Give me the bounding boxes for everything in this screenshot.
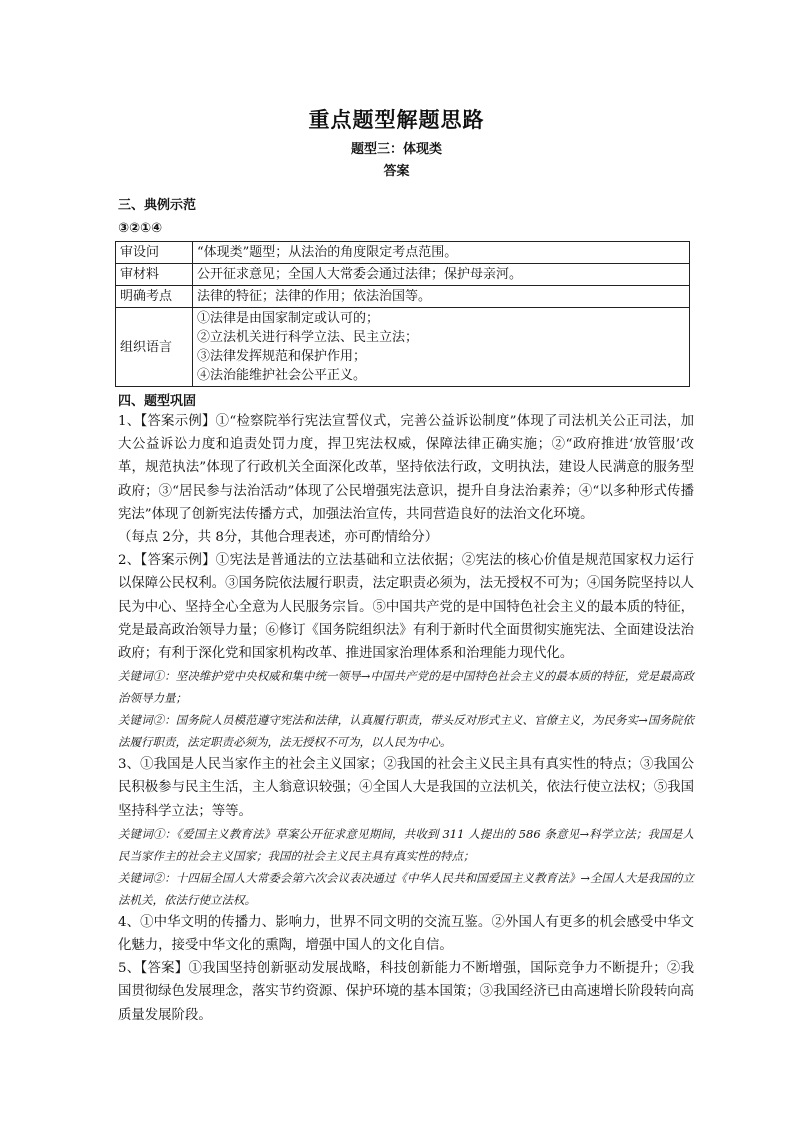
table-row (116, 308, 690, 387)
section-4-body (118, 410, 694, 1027)
keyword-note: 关键词②：国务院人员模范遵守宪法和法律，认真履行职责，带头反对形式主义、官僚主义，为民务实→国务院依法履行职责，法定职责必须为，法无授权不可为，以人民为中心。 (118, 713, 694, 750)
table-row (116, 286, 690, 308)
page-subtitle: 题型三：体现类 (350, 142, 442, 157)
table-key: 明确考点 (116, 286, 193, 308)
analysis-table (115, 241, 690, 387)
answer-1: 1、【答案示例】①“检察院举行宪法宣誓仪式，完善公益诉讼制度”体现了司法机关公正司法，加大公益诉讼力度和追责处罚力度，捍卫宪法权威，保障法律正确实施；②“政府推进‘放管服’改革，规范执法”体现了行政机关全面深化改革，坚持依法行政，文明执法，建设人民满意的服务型政府；③“居民参与法治活动”体现了公民增强宪法意识，提升自身法治素养；④“以多种形式传播宪法”体现了创新宪法传播方式，加强法治宣传，共同营造良好的法治文化环境。 (118, 414, 694, 522)
answer-3: 3、①我国是人民当家作主的社会主义国家；②我国的社会主义民主具有真实性的特点；③我国公民积极参与民主生活，主人翁意识较强；④全国人大是我国的立法机关，依法行使立法权；⑤我国坚持科学立法；等等。 (118, 757, 694, 819)
table-value: “体现类”题型；从法治的角度限定考点范围。 (193, 242, 690, 264)
table-key: 组织语言 (116, 308, 193, 387)
table-value-lines (193, 308, 690, 387)
answer-4: 4、①中华文明的传播力、影响力，世界不同文明的交流互鉴。②外国人有更多的机会感受中华文化魅力，接受中华文化的熏陶，增强中国人的文化自信。 (118, 914, 694, 954)
answer-5: 5、【答案】①我国坚持创新驱动发展战略，科技创新能力不断增强，国际竞争力不断提升；②我国贯彻绿色发展理念，落实节约资源、保护环境的基本国策；③我国经济已由高速增长阶段转向高质量发展阶段。 (118, 961, 694, 1023)
answer-choice: ③②①④ (118, 221, 163, 236)
list-item: ①法律是由国家制定或认可的； (197, 311, 380, 326)
table-row (116, 264, 690, 286)
keyword-note: 关键词①：坚决维护党中央权威和集中统一领导→中国共产党的是中国特色社会主义的最本质的特征，党是最高政治领导力量； (118, 669, 694, 706)
section-3-heading: 三、典例示范 (118, 198, 197, 213)
keyword-note: 关键词①：《爱国主义教育法》草案公开征求意见期间，共收到 311 人提出的 586 条意见→科学立法；我国是人民当家作主的社会主义国家；我国的社会主义民主具有真实性的特点； (118, 826, 694, 863)
table-key: 审材料 (116, 264, 193, 286)
table-value: 法律的特征；法律的作用；依法治国等。 (193, 286, 690, 308)
answer-2: 2、【答案示例】①宪法是普通法的立法基础和立法依据；②宪法的核心价值是规范国家权力运行以保障公民权利。③国务院依法履行职责，法定职责必须为，法无授权不可为；④国务院坚持以人民为中心、坚持全心全意为人民服务宗旨。⑤中国共产党的是中国特色社会主义的最本质的特征，党是最高政治领导力量；⑥修订《国务院组织法》有利于新时代全面贯彻实施宪法、全面建设法治政府；有利于深化党和国家机构改革、推进国家治理体系和治理能力现代化。 (118, 553, 694, 662)
section-4-heading: 四、题型巩固 (118, 394, 197, 409)
page-title: 重点题型解题思路 (308, 108, 485, 132)
table-value: 公开征求意见；全国人大常委会通过法律；保护母亲河。 (193, 264, 690, 286)
list-item: ②立法机关进行科学立法、民主立法； (197, 330, 419, 345)
list-item: ④法治能维护社会公平正义。 (197, 368, 367, 383)
scoring-note: （每点 2分，共 8分，其他合理表述，亦可酌情给分） (118, 530, 439, 546)
table-row (116, 242, 690, 264)
keyword-note: 关键词②：十四届全国人大常委会第六次会议表决通过《中华人民共和国爱国主义教育法》→全国人大是我国的立法机关，依法行使立法权。 (118, 870, 694, 907)
table-key: 审设问 (116, 242, 193, 264)
list-item: ③法律发挥规范和保护作用； (197, 349, 367, 364)
answer-label: 答案 (383, 164, 410, 179)
